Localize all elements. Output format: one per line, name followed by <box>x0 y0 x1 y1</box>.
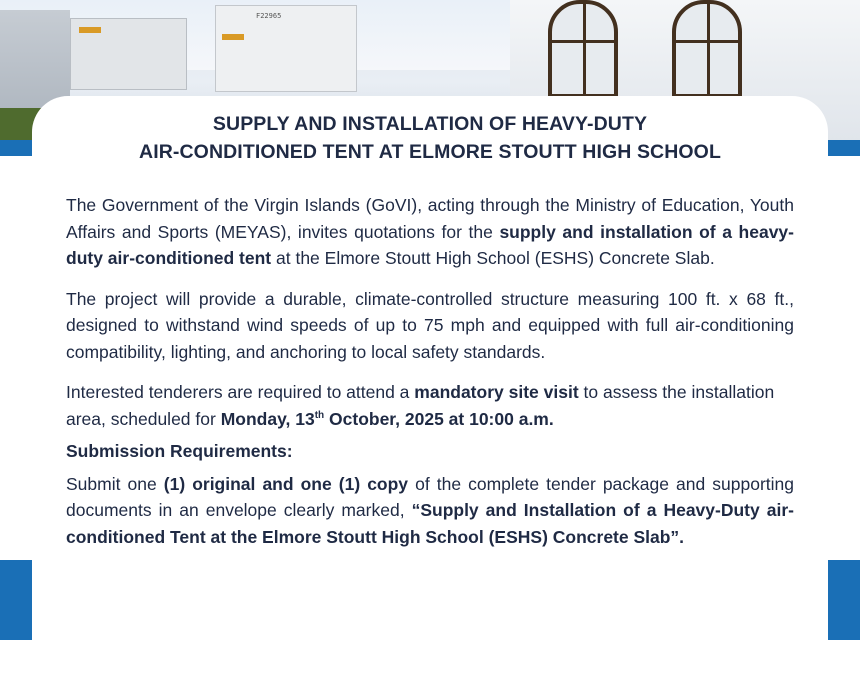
emphasis-envelope-label: “Supply and Installation of a Heavy-Duty air-conditioned Tent at the Elmore Stoutt High School (ESHS) Concrete Slab”. <box>66 500 794 547</box>
paragraph-invitation <box>66 192 794 272</box>
date-part: Monday, 13 <box>220 408 315 429</box>
emphasis-scope: supply and installation of a heavy-duty air-conditioned tent <box>66 221 794 268</box>
text-run: Submit one <box>66 473 164 494</box>
tent-window <box>548 0 618 98</box>
heading-text: Submission Requirements: <box>66 441 293 461</box>
title-line-2: AIR-CONDITIONED TENT AT ELMORE STOUTT HIGH SCHOOL <box>139 141 721 163</box>
generator-tag <box>222 34 244 40</box>
document-body <box>66 192 794 564</box>
paragraph-site-visit <box>66 379 794 432</box>
paragraph-project: The project will provide a durable, climate-controlled structure measuring 100 ft. x 68 ft., designed to withstand wind speeds of up to 75 mph and equipped with full air-conditioning compatibility, lighting, and anchoring to local safety standards. <box>66 288 794 362</box>
generator-unit <box>70 18 187 90</box>
site-visit-date <box>221 409 554 429</box>
emphasis-copies: (1) original and one (1) copy <box>163 473 409 494</box>
paragraph-submission <box>66 471 794 551</box>
date-ordinal: th <box>314 409 325 421</box>
section-heading <box>66 438 794 465</box>
text-run: The Government of the Virgin Islands (GoVI), acting through the Ministry of Education, Youth Affairs and Sports (MEYAS), invites quotations for the <box>66 195 794 242</box>
generator-unit <box>215 5 357 92</box>
title-line-1: SUPPLY AND INSTALLATION OF HEAVY-DUTY <box>212 113 648 135</box>
text-run: at the Elmore Stoutt High School (ESHS) Concrete Slab. <box>271 248 715 268</box>
text-run: to assess the installation area, scheduled for <box>66 382 775 429</box>
text-run: of the complete tender package and supporting documents in an envelope clearly marked, <box>66 473 795 520</box>
date-part: October, 2025 at 10:00 a.m. <box>324 408 554 429</box>
document-title <box>0 110 860 166</box>
generator-id: F22965 <box>256 12 282 20</box>
generator-tag <box>79 27 101 33</box>
emphasis-site-visit: mandatory site visit <box>414 382 579 402</box>
text-run: Interested tenderers are required to attend a <box>66 382 415 402</box>
tent-window <box>672 0 742 98</box>
